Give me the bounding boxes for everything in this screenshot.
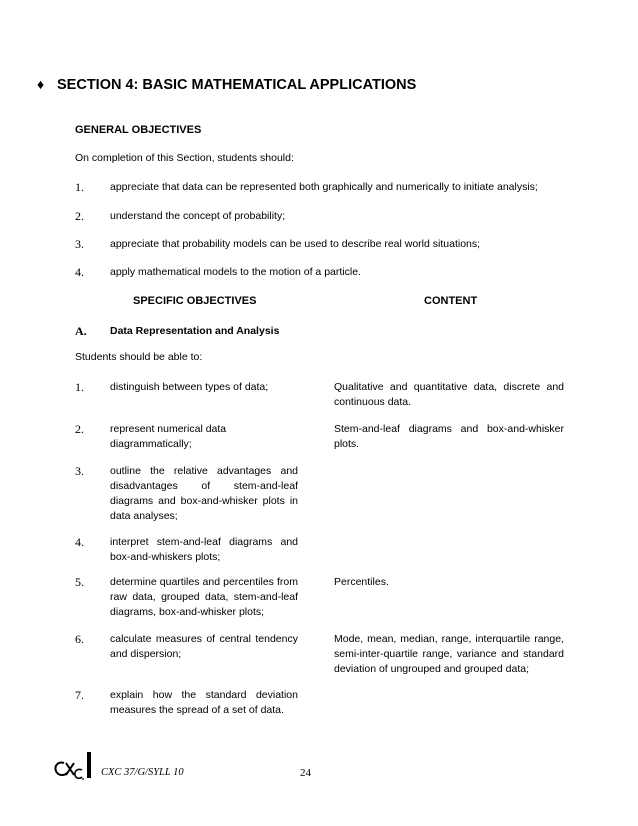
general-item-text: appreciate that data can be represented both graphically and numerically to initiate analysis; xyxy=(110,181,538,193)
section-title-text: SECTION 4: BASIC MATHEMATICAL APPLICATIONS xyxy=(57,77,417,93)
section-title xyxy=(37,76,416,93)
objective-text: outline the relative advantages and disadvantages of stem-and-leaf diagrams and box-and-whisker plots in data analyses; xyxy=(110,465,298,522)
subsection-letter: A. xyxy=(75,324,87,338)
objective-text: interpret stem-and-leaf diagrams and box-and-whiskers plots; xyxy=(110,536,298,563)
students-intro: Students should be able to: xyxy=(75,351,203,363)
footer-code: CXC 37/G/SYLL 10 xyxy=(101,767,184,778)
objective-text: determine quartiles and percentiles from raw data, grouped data, stem-and-leaf diagrams, box-and-whisker plots; xyxy=(110,576,298,618)
objective-number: 4. xyxy=(75,535,84,549)
footer-divider xyxy=(87,752,91,778)
objective-text: calculate measures of central tendency and dispersion; xyxy=(110,633,298,660)
objective-number: 5. xyxy=(75,575,84,589)
general-item-number: 2. xyxy=(75,209,84,223)
general-item-number: 1. xyxy=(75,180,84,194)
general-objectives-heading: GENERAL OBJECTIVES xyxy=(75,124,202,136)
objective-number: 2. xyxy=(75,422,84,436)
content-text: Stem-and-leaf diagrams and box-and-whisker plots. xyxy=(334,423,564,450)
general-item-text: understand the concept of probability; xyxy=(110,210,286,222)
objective-number: 7. xyxy=(75,688,84,702)
diamond-bullet-icon: ♦ xyxy=(37,76,45,92)
page-number: 24 xyxy=(300,767,311,779)
general-item-text: apply mathematical models to the motion of a particle. xyxy=(110,266,361,278)
content-heading: CONTENT xyxy=(424,295,478,307)
objective-number: 3. xyxy=(75,464,84,478)
objective-number: 6. xyxy=(75,632,84,646)
content-text: Qualitative and quantitative data, discrete and continuous data. xyxy=(334,381,564,408)
objective-text: explain how the standard deviation measures the spread of a set of data. xyxy=(110,689,298,716)
subsection-title: Data Representation and Analysis xyxy=(110,325,280,337)
objective-number: 1. xyxy=(75,380,84,394)
content-text: Mode, mean, median, range, interquartile range, semi-inter-quartile range, variance and standard deviation of ungrouped and grouped data; xyxy=(334,633,564,675)
general-item-number: 3. xyxy=(75,237,84,251)
content-text: Percentiles. xyxy=(334,576,389,588)
general-intro: On completion of this Section, students should: xyxy=(75,152,294,164)
cxc-logo-icon xyxy=(52,757,86,783)
general-item-text: appreciate that probability models can be used to describe real world situations; xyxy=(110,238,481,250)
objective-text: distinguish between types of data; xyxy=(110,381,269,393)
general-item-number: 4. xyxy=(75,265,84,279)
specific-objectives-heading: SPECIFIC OBJECTIVES xyxy=(133,295,257,307)
objective-text: represent numerical data diagrammatically; xyxy=(110,423,227,450)
